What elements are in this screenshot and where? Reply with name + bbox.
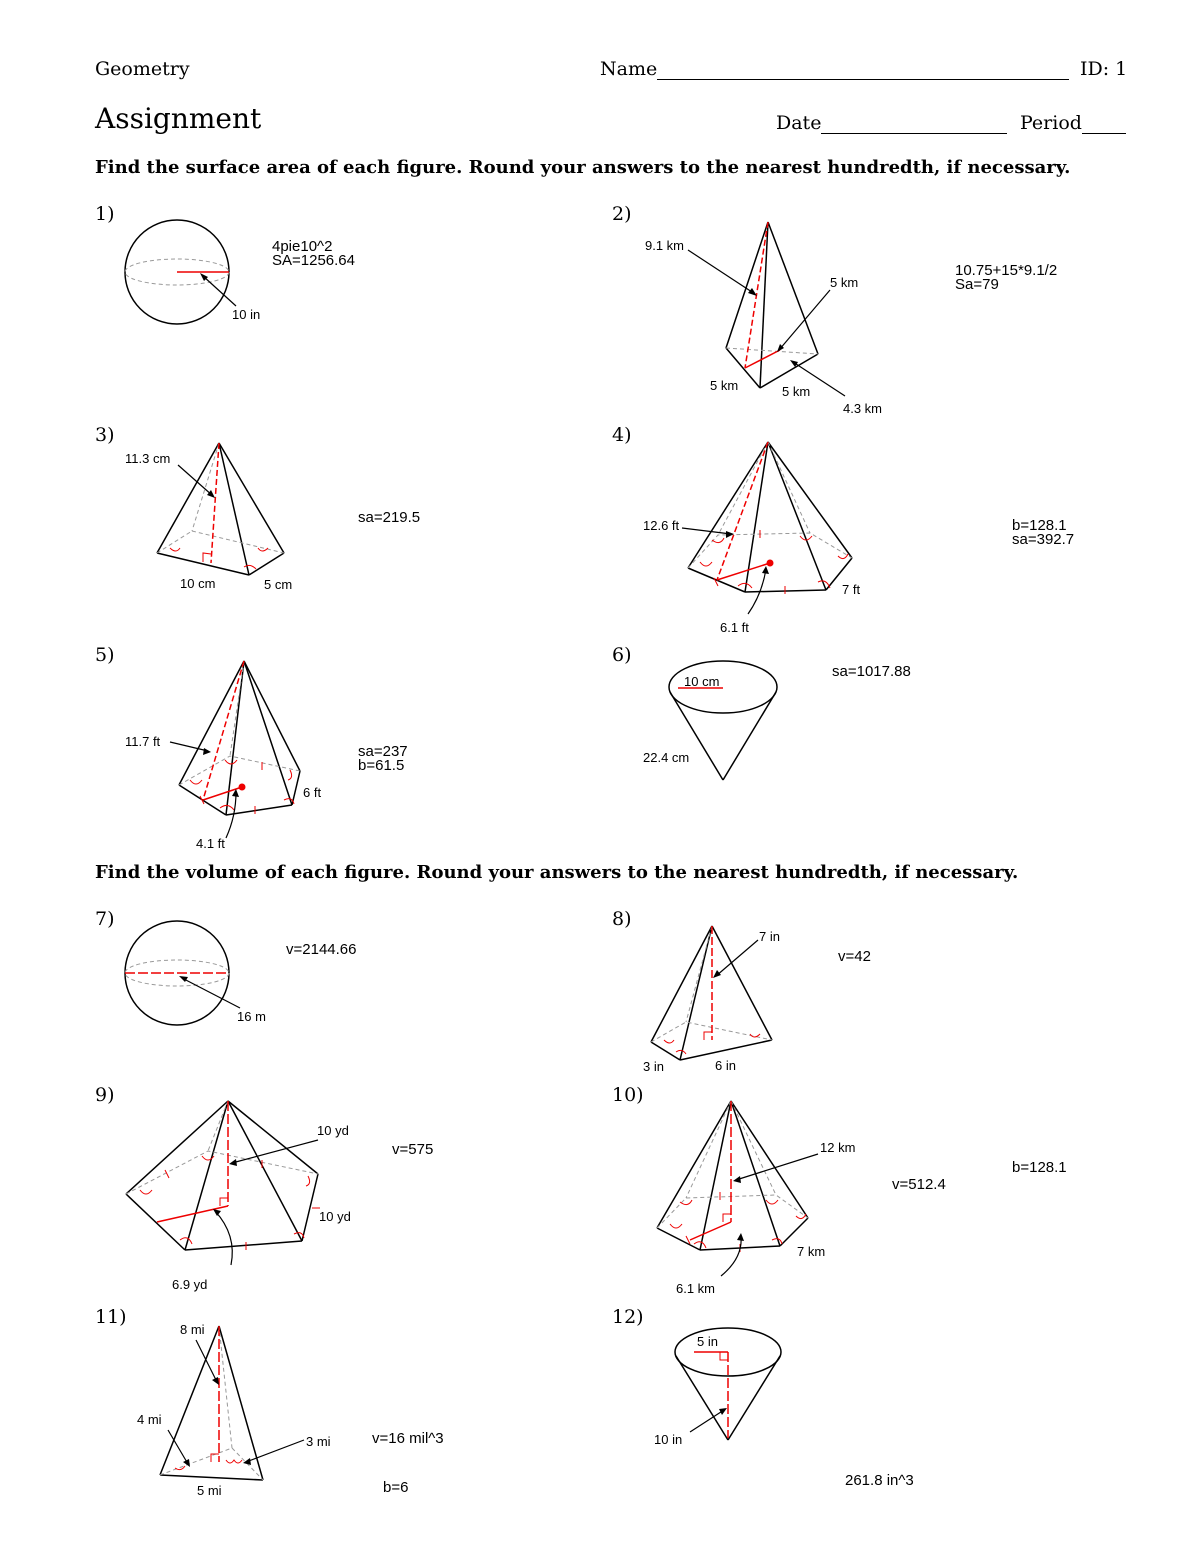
problem-2-label-side-3: 5 km bbox=[782, 384, 811, 399]
problem-4-label-slant: 12.6 ft bbox=[643, 518, 680, 533]
problem-12-answer: 261.8 in^3 bbox=[845, 1472, 914, 1489]
problem-9-number: 9) bbox=[95, 1084, 115, 1106]
problem-1-answer-line-1: 4pie10^2 bbox=[272, 238, 333, 255]
problem-2-label-side-1: 5 km bbox=[830, 275, 859, 290]
problem-11-label-height: 8 mi bbox=[180, 1322, 205, 1337]
surface-area-instructions: Find the surface area of each figure. Round your answers to the nearest hundredth, if necessary. bbox=[95, 157, 1071, 178]
problem-10-answer-volume: v=512.4 bbox=[892, 1176, 946, 1193]
problem-5-number: 5) bbox=[95, 644, 115, 666]
problem-3-label-width: 5 cm bbox=[264, 577, 293, 592]
problem-4-answer-line-1: b=128.1 bbox=[1012, 517, 1067, 534]
problem-1-number: 1) bbox=[95, 203, 115, 225]
worksheet-id: ID: 1 bbox=[1080, 58, 1128, 80]
problem-5-label-side: 6 ft bbox=[303, 785, 322, 800]
problem-7-answer: v=2144.66 bbox=[286, 941, 357, 958]
problem-9-label-side: 10 yd bbox=[319, 1209, 351, 1224]
problem-12-number: 12) bbox=[612, 1306, 644, 1328]
problem-11-label-triangle-height: 4 mi bbox=[137, 1412, 162, 1427]
problem-1-label-radius: 10 in bbox=[232, 307, 261, 322]
problem-6-answer: sa=1017.88 bbox=[832, 663, 911, 680]
problem-4-label-apothem: 6.1 ft bbox=[720, 620, 749, 635]
problem-12-label-radius: 5 in bbox=[697, 1334, 718, 1349]
problem-8-label-width: 3 in bbox=[643, 1059, 664, 1074]
problem-2-answer-line-2: Sa=79 bbox=[955, 276, 999, 293]
problem-5-label-slant: 11.7 ft bbox=[125, 734, 161, 749]
problem-4-number: 4) bbox=[612, 424, 632, 446]
problem-1-answer-line-2: SA=1256.64 bbox=[272, 252, 355, 269]
problem-6-label-radius: 10 cm bbox=[684, 674, 720, 689]
problem-11-answer-volume: v=16 mil^3 bbox=[372, 1430, 444, 1447]
problem-10-label-side: 7 km bbox=[797, 1244, 826, 1259]
course-name: Geometry bbox=[95, 58, 190, 80]
page-title: Assignment bbox=[95, 102, 262, 135]
problem-11-answer-base: b=6 bbox=[383, 1479, 409, 1496]
problem-3-number: 3) bbox=[95, 424, 115, 446]
problem-8-label-height: 7 in bbox=[759, 929, 780, 944]
problem-7-number: 7) bbox=[95, 908, 115, 930]
problem-8-label-length: 6 in bbox=[715, 1058, 736, 1073]
problem-10-label-height: 12 km bbox=[820, 1140, 856, 1155]
problem-3-answer: sa=219.5 bbox=[358, 509, 421, 526]
problem-3-label-slant: 11.3 cm bbox=[125, 451, 171, 466]
problem-2-label-slant: 9.1 km bbox=[645, 238, 685, 253]
problem-2-label-side-2: 5 km bbox=[710, 378, 739, 393]
problem-9-label-height: 10 yd bbox=[317, 1123, 349, 1138]
problem-4-label-side: 7 ft bbox=[842, 582, 861, 597]
problem-5-label-apothem: 4.1 ft bbox=[196, 836, 225, 851]
problem-10-label-apothem: 6.1 km bbox=[676, 1281, 716, 1296]
problem-2-answer-line-1: 10.75+15*9.1/2 bbox=[955, 262, 1058, 279]
problem-6-number: 6) bbox=[612, 644, 632, 666]
problem-12-label-height: 10 in bbox=[654, 1432, 683, 1447]
problem-10-number: 10) bbox=[612, 1084, 644, 1106]
period-label: Period bbox=[1020, 112, 1082, 134]
volume-instructions: Find the volume of each figure. Round your answers to the nearest hundredth, if necessary. bbox=[95, 862, 1019, 883]
problem-9-label-apothem: 6.9 yd bbox=[172, 1277, 208, 1292]
problem-5-answer-line-1: sa=237 bbox=[358, 743, 408, 760]
problem-9-answer: v=575 bbox=[392, 1141, 434, 1158]
problem-11-label-side: 3 mi bbox=[306, 1434, 331, 1449]
problem-5-answer-line-2: b=61.5 bbox=[358, 757, 405, 774]
problem-8-answer: v=42 bbox=[838, 948, 871, 965]
problem-11-number: 11) bbox=[95, 1306, 127, 1328]
problem-6-label-slant: 22.4 cm bbox=[643, 750, 690, 765]
problem-4-answer-line-2: sa=392.7 bbox=[1012, 531, 1075, 548]
problem-3-label-length: 10 cm bbox=[180, 576, 216, 591]
problem-2-number: 2) bbox=[612, 203, 632, 225]
name-label: Name bbox=[600, 58, 658, 80]
problem-8-number: 8) bbox=[612, 908, 632, 930]
date-label: Date bbox=[776, 112, 822, 134]
problem-11-label-base: 5 mi bbox=[197, 1483, 222, 1498]
problem-7-label-diameter: 16 m bbox=[237, 1009, 266, 1024]
problem-2-label-apothem: 4.3 km bbox=[843, 401, 883, 416]
problem-10-answer-base: b=128.1 bbox=[1012, 1159, 1067, 1176]
